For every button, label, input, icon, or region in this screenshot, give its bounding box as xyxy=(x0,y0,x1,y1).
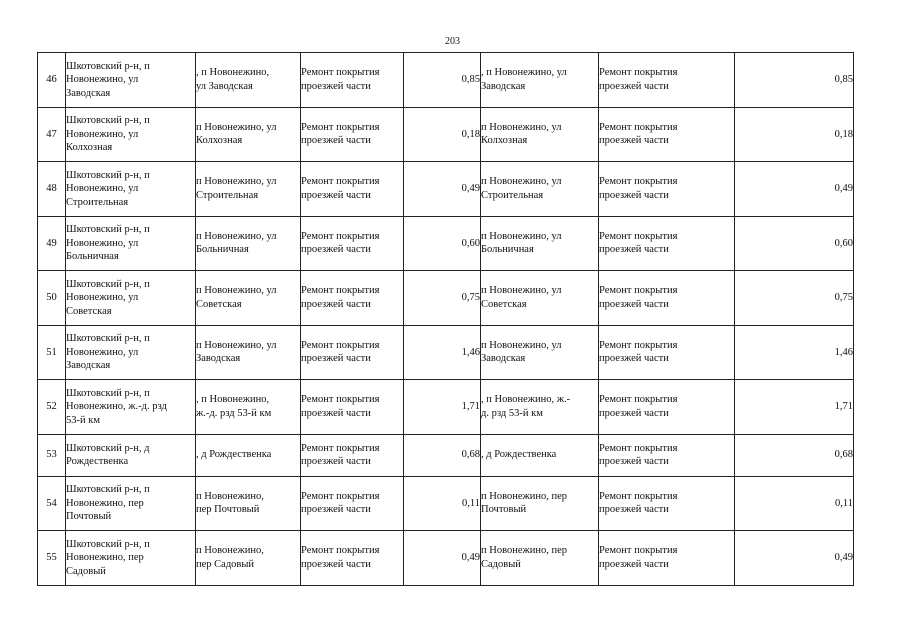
cell-line: проезжей части xyxy=(599,353,669,365)
cell-line: Больничная xyxy=(481,244,534,256)
cell-line: п Новонежино, пер xyxy=(481,490,568,502)
cell-line: Шкотовский р-н, д xyxy=(66,442,150,454)
location-cell xyxy=(196,325,301,380)
cell-line: Заводская xyxy=(66,87,111,99)
cell-line: Колхозная xyxy=(481,135,528,147)
cell-line: п Новонежино, ул xyxy=(481,285,562,297)
location-cell xyxy=(196,162,301,217)
work-type-cell xyxy=(301,162,404,217)
row-number: 48 xyxy=(38,162,66,217)
cell-line: п Новонежино, ул xyxy=(196,339,277,351)
cell-line: Ремонт покрытия xyxy=(599,230,678,242)
cell-line: Ремонт покрытия xyxy=(599,121,678,133)
cell-line: п Новонежино, ул xyxy=(481,121,562,133)
location-cell-repeat xyxy=(481,531,599,586)
cell-line: п Новонежино, пер xyxy=(481,545,568,557)
cell-line: проезжей части xyxy=(599,504,669,516)
cell-line: Садовый xyxy=(481,558,521,570)
cell-line: Почтовый xyxy=(66,511,112,522)
length-value-cell-repeat: 0,49 xyxy=(735,162,854,217)
cell-line: проезжей части xyxy=(599,298,669,310)
cell-line: Больничная xyxy=(196,244,249,256)
location-cell xyxy=(196,271,301,326)
length-value-cell: 0,11 xyxy=(404,476,481,531)
cell-line: Ремонт покрытия xyxy=(599,394,678,406)
address-cell xyxy=(66,380,196,435)
location-cell-repeat xyxy=(481,380,599,435)
table-body xyxy=(38,53,854,586)
cell-line: Шкотовский р-н, п xyxy=(66,484,150,495)
table-row xyxy=(38,162,854,217)
length-value-cell: 0,85 xyxy=(404,53,481,108)
cell-line: Почтовый xyxy=(481,504,527,516)
cell-line: Больничная xyxy=(66,251,119,262)
cell-line: , п Новонежино, xyxy=(196,67,270,79)
work-type-cell-repeat xyxy=(599,434,735,476)
cell-line: проезжей части xyxy=(301,135,371,147)
length-value-cell: 0,49 xyxy=(404,162,481,217)
cell-line: проезжей части xyxy=(599,189,669,201)
work-type-cell xyxy=(301,271,404,326)
work-type-cell xyxy=(301,325,404,380)
location-cell xyxy=(196,380,301,435)
cell-line: Новонежино, пер xyxy=(66,497,144,509)
cell-line: п Новонежино, ул xyxy=(196,230,277,242)
table-row xyxy=(38,380,854,435)
address-cell xyxy=(66,325,196,380)
length-value-cell-repeat: 1,46 xyxy=(735,325,854,380)
table-row xyxy=(38,531,854,586)
work-type-cell-repeat xyxy=(599,531,735,586)
cell-line: проезжей части xyxy=(599,456,669,467)
work-type-cell xyxy=(301,476,404,531)
location-cell-repeat xyxy=(481,162,599,217)
cell-line: , д Рождественка xyxy=(481,449,557,461)
cell-line: проезжей части xyxy=(301,407,371,419)
row-number: 51 xyxy=(38,325,66,380)
cell-line: Новонежино, пер xyxy=(66,552,144,563)
location-cell-repeat xyxy=(481,53,599,108)
length-value-cell-repeat: 0,75 xyxy=(735,271,854,326)
location-cell-repeat xyxy=(481,216,599,271)
cell-line: Ремонт покрытия xyxy=(301,121,380,133)
work-type-cell xyxy=(301,216,404,271)
cell-line: Колхозная xyxy=(66,142,113,153)
table-row xyxy=(38,216,854,271)
work-type-cell xyxy=(301,53,404,108)
cell-line: Заводская xyxy=(481,80,526,92)
cell-line: Шкотовский р-н, п xyxy=(66,224,150,235)
cell-line: Шкотовский р-н, п xyxy=(66,60,150,72)
work-type-cell xyxy=(301,531,404,586)
cell-line: Ремонт покрытия xyxy=(301,285,380,297)
cell-line: Новонежино, ул xyxy=(66,346,139,358)
table-row xyxy=(38,325,854,380)
cell-line: Новонежино, ул xyxy=(66,237,139,249)
work-type-cell-repeat xyxy=(599,380,735,435)
work-type-cell xyxy=(301,107,404,162)
cell-line: проезжей части xyxy=(301,558,371,570)
address-cell xyxy=(66,216,196,271)
cell-line: проезжей части xyxy=(599,244,669,256)
length-value-cell: 0,68 xyxy=(404,434,481,476)
length-value-cell-repeat: 0,18 xyxy=(735,107,854,162)
cell-line: п Новонежино, ул xyxy=(481,339,562,351)
cell-line: проезжей части xyxy=(301,456,371,467)
cell-line: Ремонт покрытия xyxy=(301,394,380,406)
table-row xyxy=(38,476,854,531)
cell-line: Строительная xyxy=(196,189,259,201)
row-number: 50 xyxy=(38,271,66,326)
address-cell xyxy=(66,53,196,108)
location-cell xyxy=(196,216,301,271)
cell-line: Шкотовский р-н, п xyxy=(66,169,150,181)
cell-line: Новонежино, ул xyxy=(66,183,139,194)
cell-line: Ремонт покрытия xyxy=(301,442,380,454)
cell-line: Ремонт покрытия xyxy=(599,339,678,351)
work-type-cell xyxy=(301,380,404,435)
address-cell xyxy=(66,476,196,531)
row-number: 49 xyxy=(38,216,66,271)
cell-line: проезжей части xyxy=(301,244,371,256)
cell-line: Шкотовский р-н, п xyxy=(66,538,150,550)
location-cell xyxy=(196,531,301,586)
work-type-cell xyxy=(301,434,404,476)
cell-line: пер Почтовый xyxy=(196,504,260,516)
length-value-cell-repeat: 0,49 xyxy=(735,531,854,586)
length-value-cell: 0,49 xyxy=(404,531,481,586)
cell-line: проезжей части xyxy=(301,80,371,92)
cell-line: Ремонт покрытия xyxy=(301,339,380,351)
location-cell-repeat xyxy=(481,434,599,476)
cell-line: Ремонт покрытия xyxy=(599,176,678,188)
cell-line: 53-й км xyxy=(66,414,100,426)
cell-line: п Новонежино, ул xyxy=(196,285,277,297)
cell-line: Шкотовский р-н, п xyxy=(66,333,150,344)
table-row xyxy=(38,434,854,476)
row-number: 46 xyxy=(38,53,66,108)
length-value-cell: 1,71 xyxy=(404,380,481,435)
page-number: 203 xyxy=(445,36,460,47)
cell-line: ж.-д. рзд 53-й км xyxy=(196,407,272,419)
cell-line: проезжей части xyxy=(599,558,669,570)
work-type-cell-repeat xyxy=(599,162,735,217)
location-cell-repeat xyxy=(481,325,599,380)
cell-line: Ремонт покрытия xyxy=(599,545,678,557)
length-value-cell: 0,75 xyxy=(404,271,481,326)
work-type-cell-repeat xyxy=(599,216,735,271)
location-cell xyxy=(196,434,301,476)
cell-line: Садовый xyxy=(66,565,106,577)
table-row xyxy=(38,107,854,162)
cell-line: Советская xyxy=(66,305,112,317)
cell-line: п Новонежино, xyxy=(196,545,264,557)
cell-line: Ремонт покрытия xyxy=(599,67,678,79)
length-value-cell-repeat: 0,11 xyxy=(735,476,854,531)
row-number: 52 xyxy=(38,380,66,435)
cell-line: Колхозная xyxy=(196,135,243,147)
cell-line: , п Новонежино, ул xyxy=(481,67,567,79)
length-value-cell-repeat: 0,85 xyxy=(735,53,854,108)
cell-line: Ремонт покрытия xyxy=(301,545,380,557)
cell-line: Заводская xyxy=(196,353,241,365)
location-cell-repeat xyxy=(481,476,599,531)
cell-line: Шкотовский р-н, п xyxy=(66,115,150,126)
works-table xyxy=(37,52,854,586)
address-cell xyxy=(66,107,196,162)
cell-line: проезжей части xyxy=(599,80,669,92)
cell-line: п Новонежино, ул xyxy=(196,121,277,133)
length-value-cell: 1,46 xyxy=(404,325,481,380)
cell-line: Советская xyxy=(196,298,242,310)
work-type-cell-repeat xyxy=(599,107,735,162)
work-type-cell-repeat xyxy=(599,476,735,531)
cell-line: Строительная xyxy=(481,189,544,201)
row-number: 54 xyxy=(38,476,66,531)
cell-line: Ремонт покрытия xyxy=(599,285,678,297)
length-value-cell-repeat: 0,68 xyxy=(735,434,854,476)
cell-line: Новонежино, ж.-д. рзд xyxy=(66,401,167,412)
address-cell xyxy=(66,531,196,586)
work-type-cell-repeat xyxy=(599,53,735,108)
cell-line: Шкотовский р-н, п xyxy=(66,387,150,399)
cell-line: Заводская xyxy=(66,360,111,371)
cell-line: проезжей части xyxy=(301,353,371,365)
cell-line: Ремонт покрытия xyxy=(301,67,380,79)
cell-line: Заводская xyxy=(481,353,526,365)
cell-line: Строительная xyxy=(66,196,129,208)
cell-line: Ремонт покрытия xyxy=(599,442,678,454)
cell-line: ул Заводская xyxy=(196,80,253,92)
length-value-cell: 0,18 xyxy=(404,107,481,162)
cell-line: проезжей части xyxy=(599,135,669,147)
location-cell-repeat xyxy=(481,107,599,162)
table-row xyxy=(38,271,854,326)
cell-line: Новонежино, ул xyxy=(66,74,139,85)
location-cell xyxy=(196,107,301,162)
table-row xyxy=(38,53,854,108)
cell-line: п Новонежино, ул xyxy=(196,176,277,188)
cell-line: пер Садовый xyxy=(196,558,255,570)
cell-line: Новонежино, ул xyxy=(66,292,139,303)
location-cell xyxy=(196,53,301,108)
cell-line: Советская xyxy=(481,298,527,310)
location-cell-repeat xyxy=(481,271,599,326)
cell-line: Рождественка xyxy=(66,456,129,467)
address-cell xyxy=(66,162,196,217)
length-value-cell-repeat: 0,60 xyxy=(735,216,854,271)
cell-line: , п Новонежино, xyxy=(196,394,270,406)
cell-line: п Новонежино, xyxy=(196,490,264,502)
cell-line: проезжей части xyxy=(301,504,371,516)
cell-line: , п Новонежино, ж.- xyxy=(481,394,571,406)
cell-line: , д Рождественка xyxy=(196,449,272,461)
cell-line: п Новонежино, ул xyxy=(481,176,562,188)
work-type-cell-repeat xyxy=(599,271,735,326)
address-cell xyxy=(66,271,196,326)
cell-line: проезжей части xyxy=(301,298,371,310)
address-cell xyxy=(66,434,196,476)
cell-line: Шкотовский р-н, п xyxy=(66,278,150,290)
cell-line: п Новонежино, ул xyxy=(481,230,562,242)
location-cell xyxy=(196,476,301,531)
cell-line: проезжей части xyxy=(599,407,669,419)
cell-line: д. рзд 53-й км xyxy=(481,407,543,419)
cell-line: проезжей части xyxy=(301,189,371,201)
row-number: 47 xyxy=(38,107,66,162)
cell-line: Ремонт покрытия xyxy=(301,490,380,502)
cell-line: Ремонт покрытия xyxy=(301,176,380,188)
cell-line: Ремонт покрытия xyxy=(301,230,380,242)
length-value-cell: 0,60 xyxy=(404,216,481,271)
cell-line: Ремонт покрытия xyxy=(599,490,678,502)
cell-line: Новонежино, ул xyxy=(66,128,139,140)
row-number: 53 xyxy=(38,434,66,476)
work-type-cell-repeat xyxy=(599,325,735,380)
length-value-cell-repeat: 1,71 xyxy=(735,380,854,435)
row-number: 55 xyxy=(38,531,66,586)
